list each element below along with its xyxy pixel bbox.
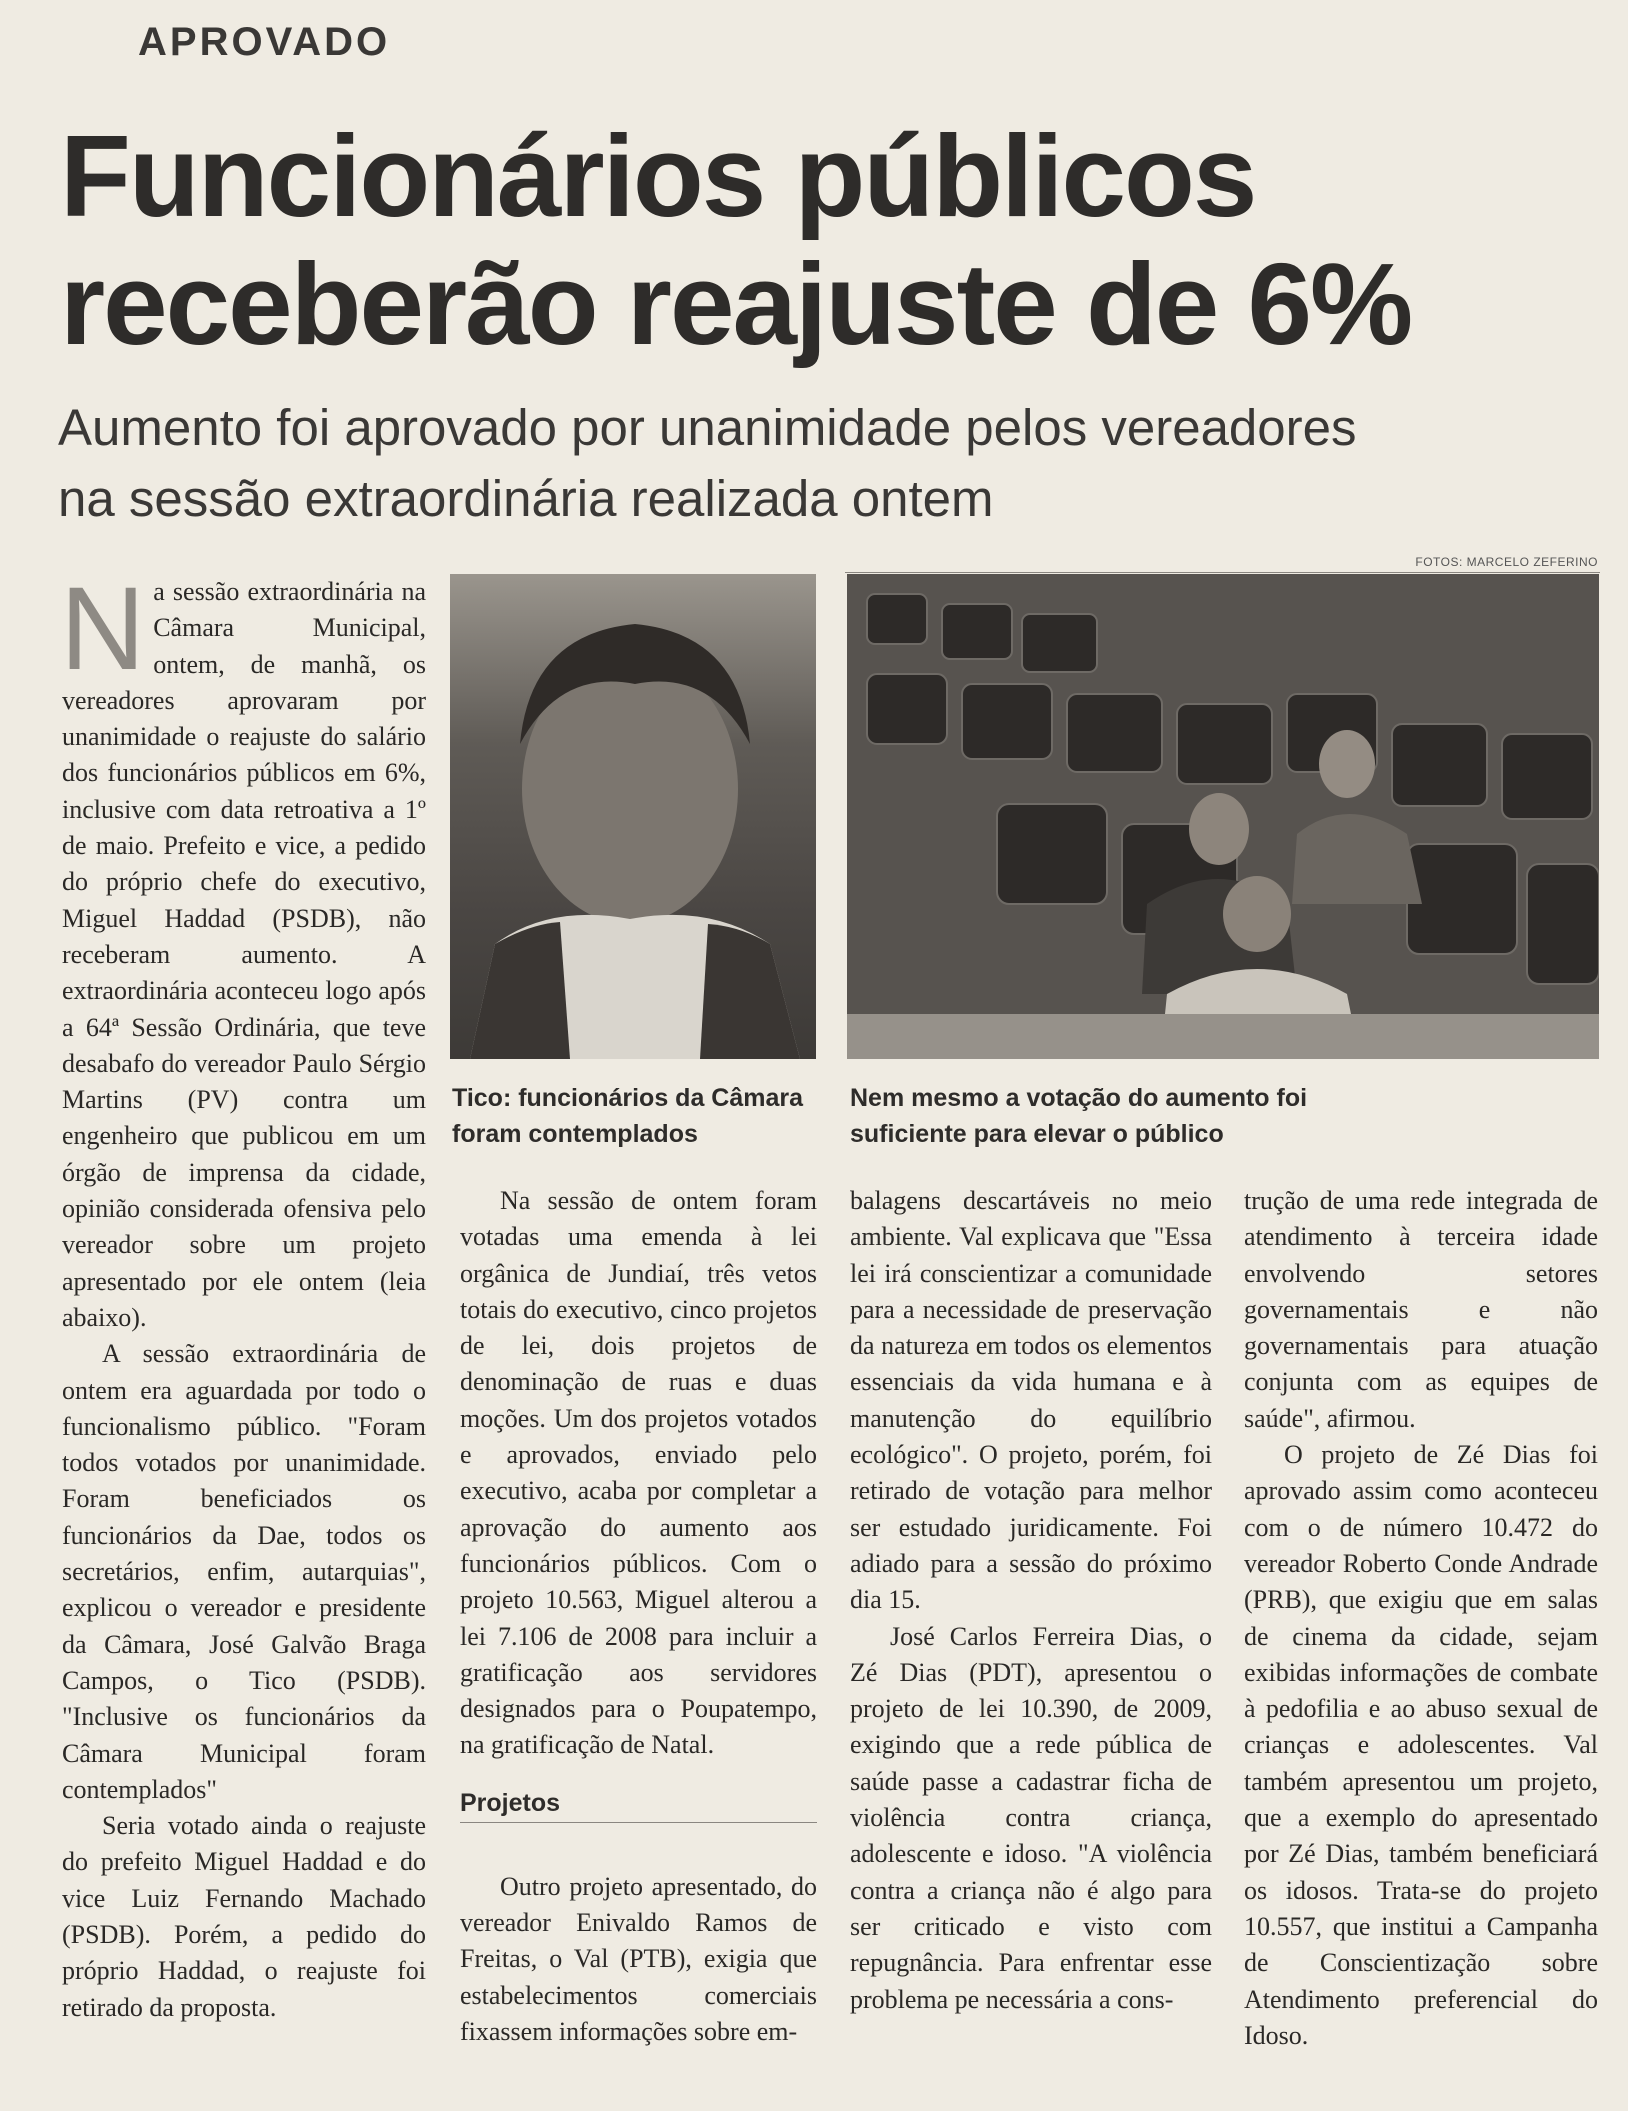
photo-credit: FOTOS: MARCELO ZEFERINO (1415, 555, 1598, 569)
article-paragraph: José Carlos Ferreira Dias, o Zé Dias (PDT), apresentou o projeto de lei 10.390, de 2009, exigindo que a rede pública de saúde passe a cadastrar ficha de violência contra criança, adolescente e idoso. "A violência contra a criança não é algo para ser criticado e visto com repugnância. Para enfrentar esse problema pe necessária a cons- (850, 1621, 1212, 2014)
article-column-2 (460, 1183, 817, 2050)
subhead: Aumento foi aprovado por unanimidade pelos vereadores na sessão extraordinária realizada ontem (58, 399, 1357, 527)
photo-tico-image (450, 574, 816, 1059)
article-paragraph: Seria votado ainda o reajuste do prefeito Miguel Haddad e do vice Luiz Fernando Machado (PSDB). Porém, a pedido do próprio Haddad, o reajuste foi retirado da proposta. (62, 1811, 426, 2022)
caption-photo-tico: Tico: funcionários da Câmara foram contemplados (452, 1084, 804, 1148)
article-paragraph-text: a sessão extraordinária na Câmara Municipal, ontem, de manhã, os vereadores aprovaram por unanimidade o reajuste do salário dos funcionários públicos em 6%, inclusive com data retroativa a 1º de maio. Prefeito e vice, a pedido do próprio chefe do executivo, Miguel Haddad (PSDB), não receberam aumento. A extraordinária aconteceu logo após a 64ª Sessão Ordinária, que teve desabafo do vereador Paulo Sérgio Martins (PV) contra um engenheiro que publicou em um órgão de imprensa da cidade, opinião considerada ofensiva pelo vereador sobre um projeto apresentado por ele ontem (leia abaixo). (62, 577, 426, 1332)
kicker: APROVADO (138, 20, 391, 64)
headline: Funcionários públicos receberão reajuste de 6% (60, 111, 1412, 369)
article-paragraph: trução de uma rede integrada de atendimento à terceira idade envolvendo setores governamentais e não governamentais para atuação conjunta com as equipes de saúde", afirmou. (1244, 1186, 1598, 1433)
photo-plenary-image (847, 574, 1599, 1059)
article-paragraph: Na sessão de ontem foram votadas uma emenda à lei orgânica de Jundiaí, três vetos totais do executivo, cinco projetos de lei, dois projetos de denominação de ruas e duas moções. Um dos projetos votados e aprovados, enviado pelo executivo, acaba por completar a aprovação do aumento aos funcionários públicos. Com o projeto 10.563, Miguel alterou a lei 7.106 de 2008 para incluir a gratificação aos servidores designados para o Poupatempo, na gratificação de Natal. (460, 1186, 817, 1760)
article-column-3 (850, 1183, 1212, 2018)
article-paragraph: Outro projeto apresentado, do vereador Enivaldo Ramos de Freitas, o Val (PTB), exigia que estabelecimentos comerciais fixassem informações sobre em- (460, 1871, 817, 2046)
article-column-4 (1244, 1183, 1598, 2054)
article-paragraph: balagens descartáveis no meio ambiente. Val explicava que "Essa lei irá conscientizar a comunidade para a necessidade de preservação da natureza em todos os elementos essenciais da vida humana e à manutenção do equilíbrio ecológico". O projeto, porém, foi retirado de votação para melhor ser estudado juridicamente. Foi adiado para a sessão do próximo dia 15. (850, 1186, 1212, 1615)
drop-cap: N (60, 563, 146, 695)
caption-photo-plenary: Nem mesmo a votação do aumento foi suficiente para elevar o público (850, 1084, 1308, 1148)
divider (845, 572, 1600, 573)
photo-plenary (847, 574, 1599, 1059)
article-column-1 (60, 563, 426, 2026)
photo-tico (450, 574, 816, 1059)
article-paragraph: O projeto de Zé Dias foi aprovado assim como aconteceu com o de número 10.472 do vereador Roberto Conde Andrade (PRB), que exigiu que em salas de cinema da cidade, sejam exibidas informações de combate à pedofilia e ao abuso sexual de crianças e adolescentes. Val também apresentou um projeto, que a exemplo do apresentado por Zé Dias, também beneficiará os idosos. Trata-se do projeto 10.557, que institui a Campanha de Conscientização sobre Atendimento preferencial do Idoso. (1244, 1440, 1598, 2050)
article-paragraph (60, 563, 426, 1336)
article-paragraph: A sessão extraordinária de ontem era aguardada por todo o funcionalismo público. "Foram todos votados por unanimidade. Foram beneficiados os funcionários da Dae, todos os secretários, enfim, autarquias", explicou o vereador e presidente da Câmara, José Galvão Braga Campos, o Tico (PSDB). "Inclusive os funcionários da Câmara Municipal foram contemplados" (62, 1339, 426, 1804)
section-heading-projetos: Projetos (460, 1786, 817, 1823)
